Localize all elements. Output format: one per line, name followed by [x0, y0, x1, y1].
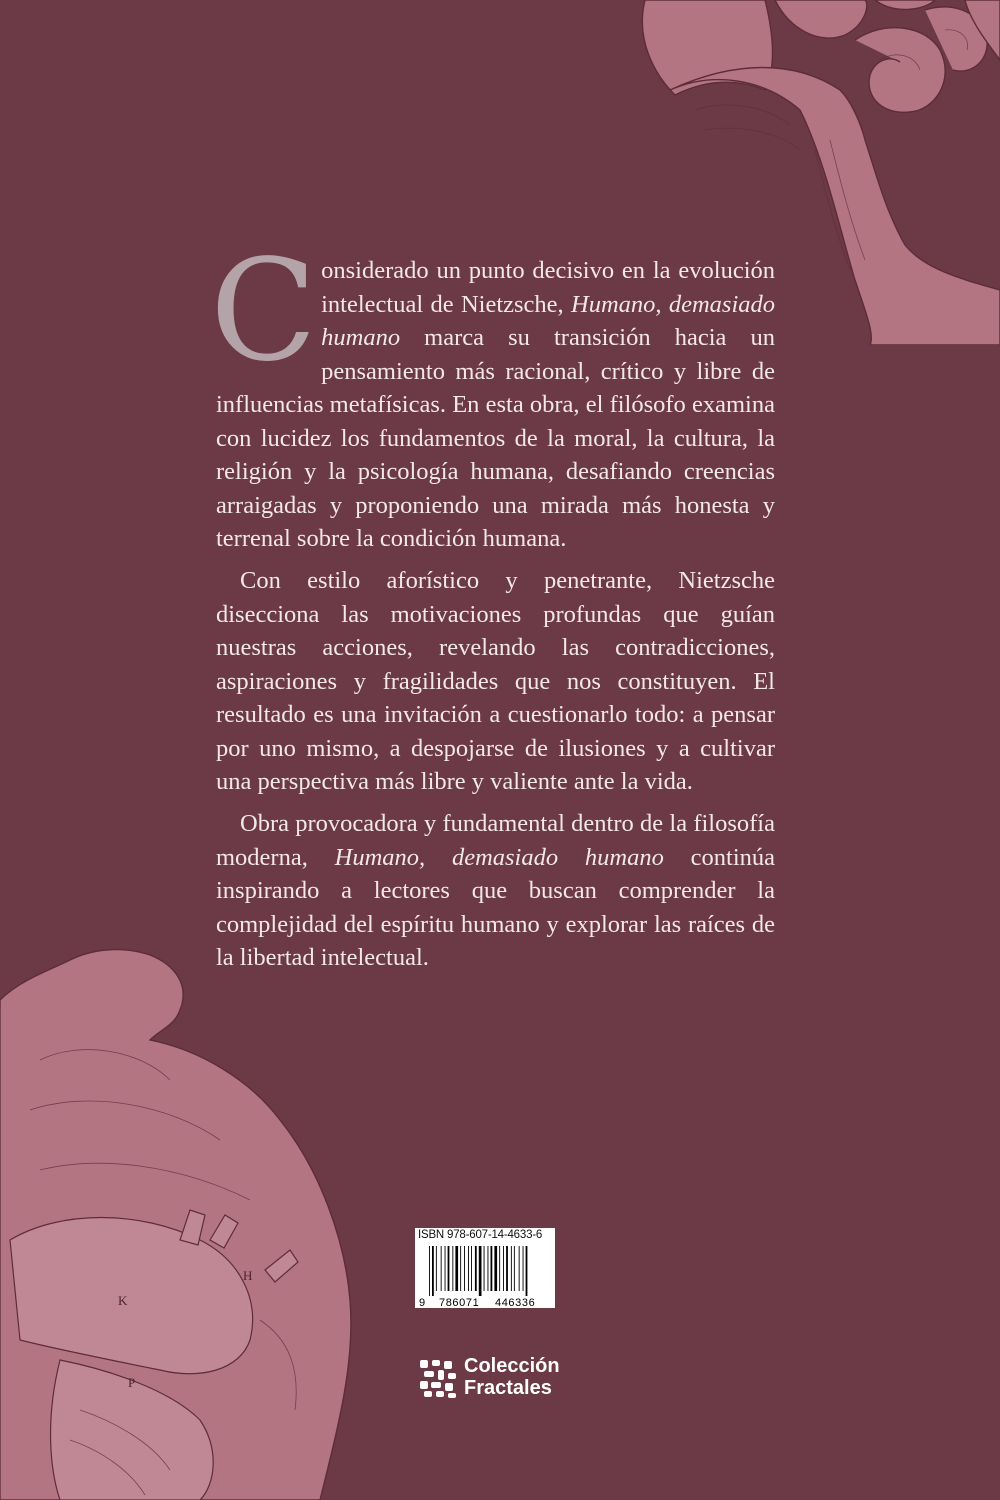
logo-line-1: Colección — [464, 1355, 560, 1377]
book-title-italic: Humano, demasiado humano — [321, 290, 776, 351]
barcode-bar — [455, 1246, 458, 1291]
paragraph-1: Considerado un punto decisivo en la evolución intelectual de Nietzsche, Humano, demasiado humano marca su transición hacia un pensamiento más racional, crítico y libre de influencias metafísicas. En esta obra, el filósofo examina con lucidez los fundamentos de la moral, la cultura, la religión y la psicología humana, desafiando creencias arraigadas y proponiendo una mirada más honesta y terrenal sobre la condición humana. — [210, 230, 776, 552]
barcode-bar — [514, 1246, 515, 1291]
barcode-bar — [499, 1246, 500, 1291]
barcode-digit-prefix: 9 — [419, 1297, 426, 1308]
barcode-bar — [436, 1246, 437, 1291]
anatomical-illustration-bottom — [0, 940, 360, 1500]
barcode-digits-left: 786071 — [439, 1297, 480, 1308]
barcode-bar — [452, 1246, 453, 1291]
barcode-bar — [506, 1246, 508, 1291]
barcode-bar — [441, 1246, 442, 1291]
barcode-bar — [448, 1246, 450, 1291]
barcode-digits-right: 446336 — [495, 1297, 536, 1308]
barcode-bar — [503, 1246, 504, 1291]
book-title-italic: Humano, demasiado humano — [334, 843, 664, 871]
logo-line-2: Fractales — [464, 1377, 552, 1399]
synopsis-text — [210, 230, 776, 983]
illustration-label: H — [243, 1268, 253, 1283]
barcode-bar — [468, 1246, 469, 1291]
publisher-logo — [418, 1355, 588, 1405]
barcode-bar — [479, 1246, 482, 1296]
drop-cap: C — [210, 230, 318, 393]
fractal-coral-icon — [418, 1358, 458, 1398]
barcode-bar — [488, 1246, 489, 1291]
barcode-bar — [523, 1246, 524, 1291]
isbn-barcode-box — [415, 1228, 555, 1308]
barcode-bar — [491, 1246, 493, 1291]
barcode-bar — [471, 1246, 472, 1291]
barcode-bar — [445, 1246, 446, 1291]
barcode-bar — [460, 1246, 461, 1291]
barcode-bar — [526, 1246, 528, 1296]
barcode-bar — [432, 1246, 434, 1296]
barcode-bar — [464, 1246, 465, 1291]
barcode-bar — [511, 1246, 512, 1291]
barcode-bar — [519, 1246, 520, 1291]
barcode-bar — [429, 1246, 430, 1296]
barcode-bar — [475, 1246, 477, 1291]
barcode-bar — [484, 1246, 485, 1291]
isbn-label: ISBN 978-607-14-4633-6 — [418, 1229, 543, 1241]
illustration-label: P — [128, 1375, 136, 1390]
illustration-label: K — [118, 1293, 128, 1308]
paragraph-3: Obra provocadora y fundamental dentro de la filosofía moderna, Humano, demasiado humano continúa inspirando a lectores que buscan comprender la complejidad del espíritu humano y explorar las raíces de la libertad intelectual. — [216, 810, 775, 972]
paragraph-2: Con estilo aforístico y penetrante, Nietzsche disecciona las motivaciones profundas que guían nuestras acciones, revelando las contradicciones, aspiraciones y fragilidades que nos constituyen. El resultado es una invitación a cuestionarlo todo: a pensar por uno mismo, a despojarse de ilusiones y a cultivar una perspectiva más libre y valiente ante la vida. — [216, 567, 775, 796]
barcode-bar — [494, 1246, 497, 1291]
barcode-icon — [415, 1244, 555, 1308]
